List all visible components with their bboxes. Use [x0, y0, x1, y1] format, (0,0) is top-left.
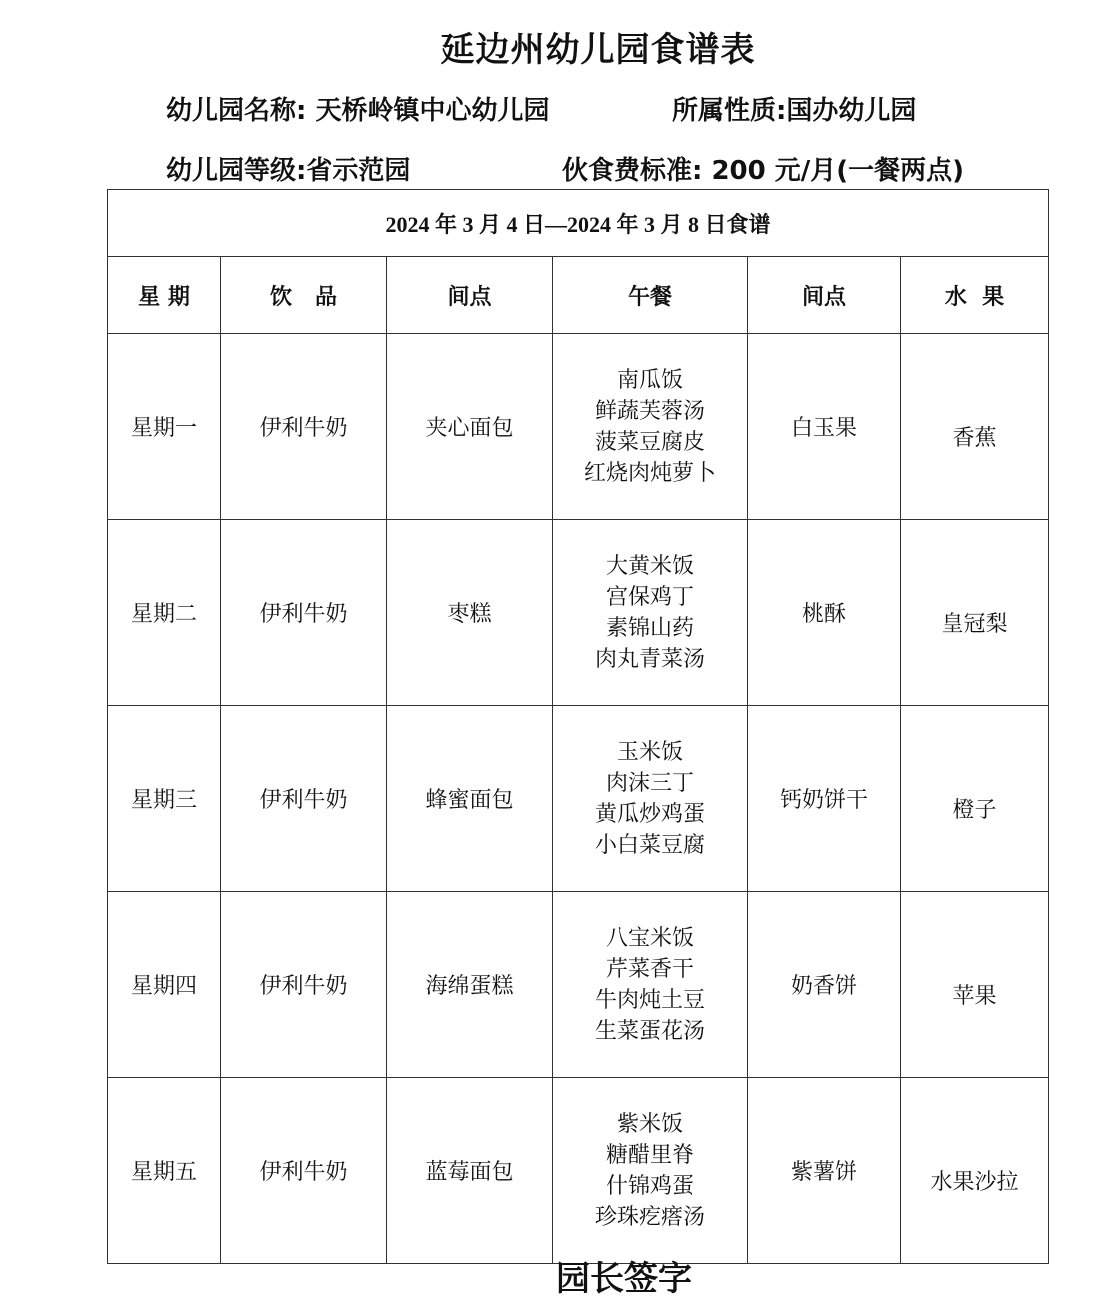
lunch-cell: [553, 334, 748, 520]
lunch-item: 鲜蔬芙蓉汤: [594, 398, 705, 424]
lunch-item: 素锦山药: [605, 615, 694, 641]
table-row: [108, 334, 1049, 520]
snack-morning-cell: 蜂蜜面包: [387, 706, 553, 892]
snack-morning-cell: 蓝莓面包: [387, 1078, 553, 1264]
lunch-item: 牛肉炖土豆: [594, 987, 705, 1013]
lunch-item: 八宝米饭: [605, 925, 694, 951]
header-snack-morning: 间点: [387, 257, 553, 334]
weekday-cell: 星期三: [108, 706, 221, 892]
fruit-cell: [901, 520, 1049, 706]
meal-fee-standard: 伙食费标准: 200 元/月(一餐两点): [562, 156, 965, 186]
lunch-item: 珍珠疙瘩汤: [594, 1204, 705, 1230]
drink-cell: 伊利牛奶: [221, 706, 387, 892]
snack-afternoon-cell: 钙奶饼干: [748, 706, 901, 892]
lunch-item: 紫米饭: [616, 1111, 683, 1137]
menu-table: [107, 189, 1049, 1264]
date-range-row: [108, 190, 1049, 257]
fruit-cell: [901, 706, 1049, 892]
fruit-cell: [901, 892, 1049, 1078]
table-row: [108, 892, 1049, 1078]
weekday-cell: 星期二: [108, 520, 221, 706]
lunch-item: 玉米饭: [616, 739, 683, 765]
header-snack-afternoon: 间点: [748, 257, 901, 334]
fruit-cell: [901, 334, 1049, 520]
fruit-label: 橙子: [952, 798, 997, 823]
header-weekday: 星 期: [108, 257, 221, 334]
fruit-label: 香蕉: [952, 426, 997, 451]
weekday-cell: 星期一: [108, 334, 221, 520]
kindergarten-nature: 所属性质:国办幼儿园: [672, 96, 917, 126]
lunch-cell: [553, 1078, 748, 1264]
lunch-item: 菠菜豆腐皮: [594, 429, 705, 455]
table-row: [108, 706, 1049, 892]
lunch-cell: [553, 706, 748, 892]
lunch-item: 生菜蛋花汤: [594, 1018, 705, 1044]
lunch-item: 糖醋里脊: [605, 1142, 694, 1168]
snack-afternoon-cell: 桃酥: [748, 520, 901, 706]
kindergarten-level: 幼儿园等级:省示范园: [166, 156, 411, 186]
snack-afternoon-cell: 紫薯饼: [748, 1078, 901, 1264]
kindergarten-name: 幼儿园名称: 天桥岭镇中心幼儿园: [166, 96, 550, 126]
lunch-cell: [553, 892, 748, 1078]
snack-morning-cell: 枣糕: [387, 520, 553, 706]
header-drink: 饮 品: [221, 257, 387, 334]
lunch-item: 芹菜香干: [605, 956, 694, 982]
drink-cell: 伊利牛奶: [221, 1078, 387, 1264]
table-row: [108, 1078, 1049, 1264]
lunch-item: 南瓜饭: [616, 367, 683, 393]
snack-morning-cell: 夹心面包: [387, 334, 553, 520]
fruit-cell: [901, 1078, 1049, 1264]
lunch-item: 红烧肉炖萝卜: [583, 460, 716, 486]
lunch-item: 肉沫三丁: [605, 770, 694, 796]
drink-cell: 伊利牛奶: [221, 334, 387, 520]
lunch-item: 什锦鸡蛋: [605, 1173, 694, 1199]
lunch-item: 小白菜豆腐: [594, 832, 705, 858]
drink-cell: 伊利牛奶: [221, 892, 387, 1078]
header-row: [108, 257, 1049, 334]
weekday-cell: 星期五: [108, 1078, 221, 1264]
date-range: 2024 年 3 月 4 日—2024 年 3 月 8 日食谱: [108, 190, 1049, 257]
header-fruit: 水 果: [901, 257, 1049, 334]
snack-afternoon-cell: 奶香饼: [748, 892, 901, 1078]
lunch-item: 宫保鸡丁: [605, 584, 694, 610]
header-lunch: 午餐: [553, 257, 748, 334]
lunch-cell: [553, 520, 748, 706]
fruit-label: 水果沙拉: [930, 1170, 1019, 1195]
weekday-cell: 星期四: [108, 892, 221, 1078]
drink-cell: 伊利牛奶: [221, 520, 387, 706]
lunch-item: 黄瓜炒鸡蛋: [594, 801, 705, 827]
fruit-label: 皇冠梨: [941, 612, 1008, 637]
lunch-item: 肉丸青菜汤: [594, 646, 705, 672]
snack-afternoon-cell: 白玉果: [748, 334, 901, 520]
principal-signature-label: 园长签字: [556, 1259, 692, 1299]
table-row: [108, 520, 1049, 706]
fruit-label: 苹果: [952, 984, 997, 1009]
snack-morning-cell: 海绵蛋糕: [387, 892, 553, 1078]
page-title: 延边州幼儿园食谱表: [440, 30, 756, 70]
lunch-item: 大黄米饭: [605, 553, 694, 579]
